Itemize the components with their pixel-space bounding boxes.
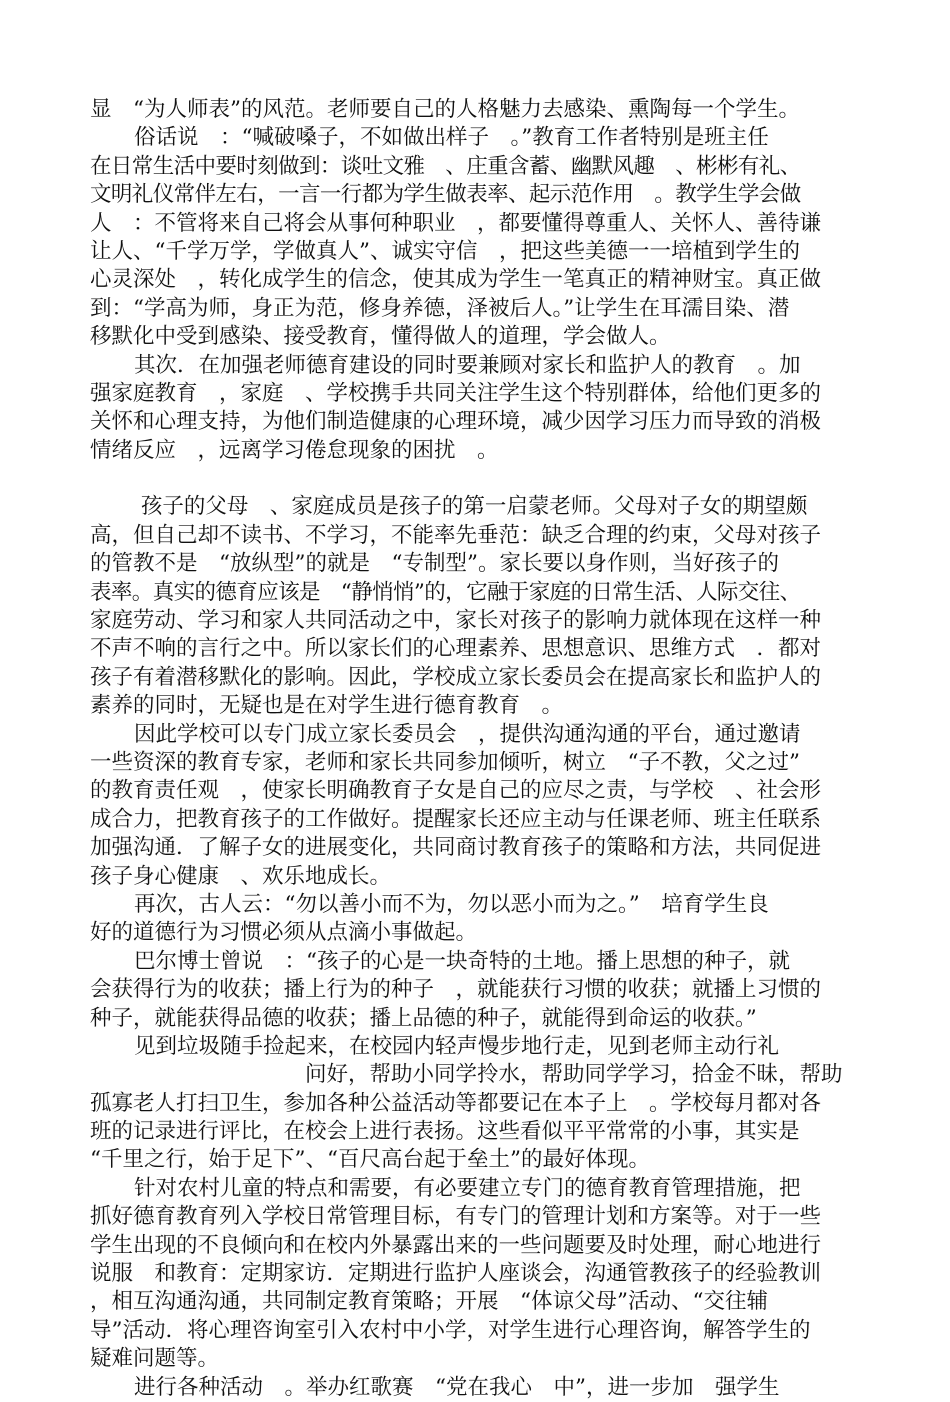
document-page xyxy=(90,96,870,1402)
text-line: 孩子的父母 、家庭成员是孩子的第一启蒙老师。父母对子女的期望颇 xyxy=(134,494,808,520)
paragraph-gap xyxy=(90,465,870,493)
text-line: 成合力，把教育孩子的工作做好。提醒家长还应主动与任课老师、班主任联系 xyxy=(90,806,822,832)
text-line: 移默化中受到感染、接受教育，懂得做人的道理，学会做人。 xyxy=(90,324,671,350)
text-line: 问好，帮助小同学拎水，帮助同学学习，拾金不昧，帮助 xyxy=(90,1062,843,1088)
text-line: 疑难问题等。 xyxy=(90,1346,220,1372)
text-line: 导”活动．将心理咨询室引入农村中小学，对学生进行心理咨询，解答学生的 xyxy=(90,1317,811,1343)
text-line: 关怀和心理支持，为他们制造健康的心理环境，减少因学习压力而导致的消极 xyxy=(90,409,822,435)
text-line: 在日常生活中要时刻做到：谈吐文雅 、庄重含蓄、幽默风趣 、彬彬有礼、 xyxy=(90,153,801,179)
text-line: 再次，古人云：“勿以善小而不为，勿以恶小而为之。” 培育学生良 xyxy=(134,891,769,917)
text-line: 说服 和教育：定期家访．定期进行监护人座谈会，沟通管教孩子的经验教训 xyxy=(90,1261,822,1287)
paragraph xyxy=(90,1374,870,1402)
text-line: 到：“学高为师，身正为范，修身养德，泽被后人。”让学生在耳濡目染、潜 xyxy=(90,295,790,321)
text-line: 加强沟通．了解子女的进展变化，共同商讨教育孩子的策略和方法，共同促进 xyxy=(90,835,822,861)
text-line: 其次．在加强老师德育建设的同时要兼顾对家长和监护人的教育 。加 xyxy=(134,352,801,378)
text-line: 好的道德行为习惯必须从点滴小事做起。 xyxy=(90,920,478,946)
text-line: “千里之行，始于足下”、“百尺高台起于垒土”的最好体现。 xyxy=(90,1147,650,1173)
text-line: 针对农村儿童的特点和需要，有必要建立专门的德育教育管理措施，把 xyxy=(134,1175,801,1201)
text-line: 孤寡老人打扫卫生，参加各种公益活动等都要记在本子上 。学校每月都对各 xyxy=(90,1090,822,1116)
text-line: 不声不响的言行之中。所以家长们的心理素养、思想意识、思维方式 ．都对 xyxy=(90,636,822,662)
text-line: 素养的同时，无疑也是在对学生进行德育教育 。 xyxy=(90,693,564,719)
paragraph xyxy=(90,1033,870,1175)
text-line: 抓好德育教育列入学校日常管理目标，有专门的管理计划和方案等。对于一些 xyxy=(90,1204,822,1230)
paragraph xyxy=(90,96,870,124)
text-line: 的教育责任观 ，使家长明确教育子女是自己的应尽之责，与学校 、社会形 xyxy=(90,778,822,804)
text-line: 一些资深的教育专家，老师和家长共同参加倾听，树立 “子不教，父之过” xyxy=(90,749,800,775)
paragraph xyxy=(90,721,870,891)
paragraph xyxy=(90,493,870,720)
text-line: 见到垃圾随手捡起来，在校园内轻声慢步地行走，见到老师主动行礼 xyxy=(134,1033,780,1059)
text-line: 学生出现的不良倾向和在校内外暴露出来的一些问题要及时处理，耐心地进行 xyxy=(90,1232,822,1258)
text-line: 文明礼仪常伴左右，一言一行都为学生做表率、起示范作用 。教学生学会做 xyxy=(90,182,801,208)
text-line: 高，但自己却不读书、不学习，不能率先垂范：缺乏合理的约束，父母对孩子 xyxy=(90,522,822,548)
text-line: 情绪反应 ，远离学习倦怠现象的困扰 。 xyxy=(90,437,499,463)
paragraph xyxy=(90,124,870,351)
paragraph xyxy=(90,948,870,1033)
text-line: 巴尔博士曾说 ：“孩子的心是一块奇特的土地。播上思想的种子，就 xyxy=(134,948,790,974)
text-line: 因此学校可以专门成立家长委员会 ，提供沟通沟通的平台，通过邀请 xyxy=(134,721,801,747)
text-line: 种子，就能获得品德的收获；播上品德的种子，就能得到命运的收获。” xyxy=(90,1005,757,1031)
text-line: ，相互沟通沟通，共同制定教育策略；开展 “体谅父母”活动、“交往辅 xyxy=(90,1289,768,1315)
text-line: 表率。真实的德育应该是 “静悄悄”的，它融于家庭的日常生活、人际交往、 xyxy=(90,579,801,605)
text-line: 的管教不是 “放纵型”的就是 “专制型”。家长要以身作则，当好孩子的 xyxy=(90,551,779,577)
text-line: 俗话说 ：“喊破嗓子，不如做出样子 。”教育工作者特别是班主任 xyxy=(134,125,769,151)
paragraph xyxy=(90,352,870,466)
text-line: 心灵深处 ，转化成学生的信念，使其成为学生一笔真正的精神财宝。真正做 xyxy=(90,267,822,293)
text-line: 会获得行为的收获；播上行为的种子 ，就能获行习惯的收获；就播上习惯的 xyxy=(90,977,822,1003)
text-line: 让人、“千学万学，学做真人”、诚实守信 ，把这些美德一一培植到学生的 xyxy=(90,238,800,264)
text-line: 进行各种活动 。举办红歌赛 “党在我心 中”，进一步加 强学生 xyxy=(134,1374,780,1400)
text-line: 显 “为人师表”的风范。老师要自己的人格魅力去感染、熏陶每一个学生。 xyxy=(90,97,800,122)
text-line: 家庭劳动、学习和家人共同活动之中，家长对孩子的影响力就体现在这样一种 xyxy=(90,608,822,634)
text-line: 班的记录进行评比，在校会上进行表扬。这些看似平平常常的小事，其实是 xyxy=(90,1119,800,1145)
paragraph xyxy=(90,891,870,948)
text-line: 人 ：不管将来自己将会从事何种职业 ，都要懂得尊重人、关怀人、善待谦 xyxy=(90,210,822,236)
text-line: 强家庭教育 ，家庭 、学校携手共同关注学生这个特别群体，给他们更多的 xyxy=(90,380,822,406)
text-line: 孩子有着潜移默化的影响。因此，学校成立家长委员会在提高家长和监护人的 xyxy=(90,664,822,690)
text-line: 孩子身心健康 、欢乐地成长。 xyxy=(90,863,392,889)
